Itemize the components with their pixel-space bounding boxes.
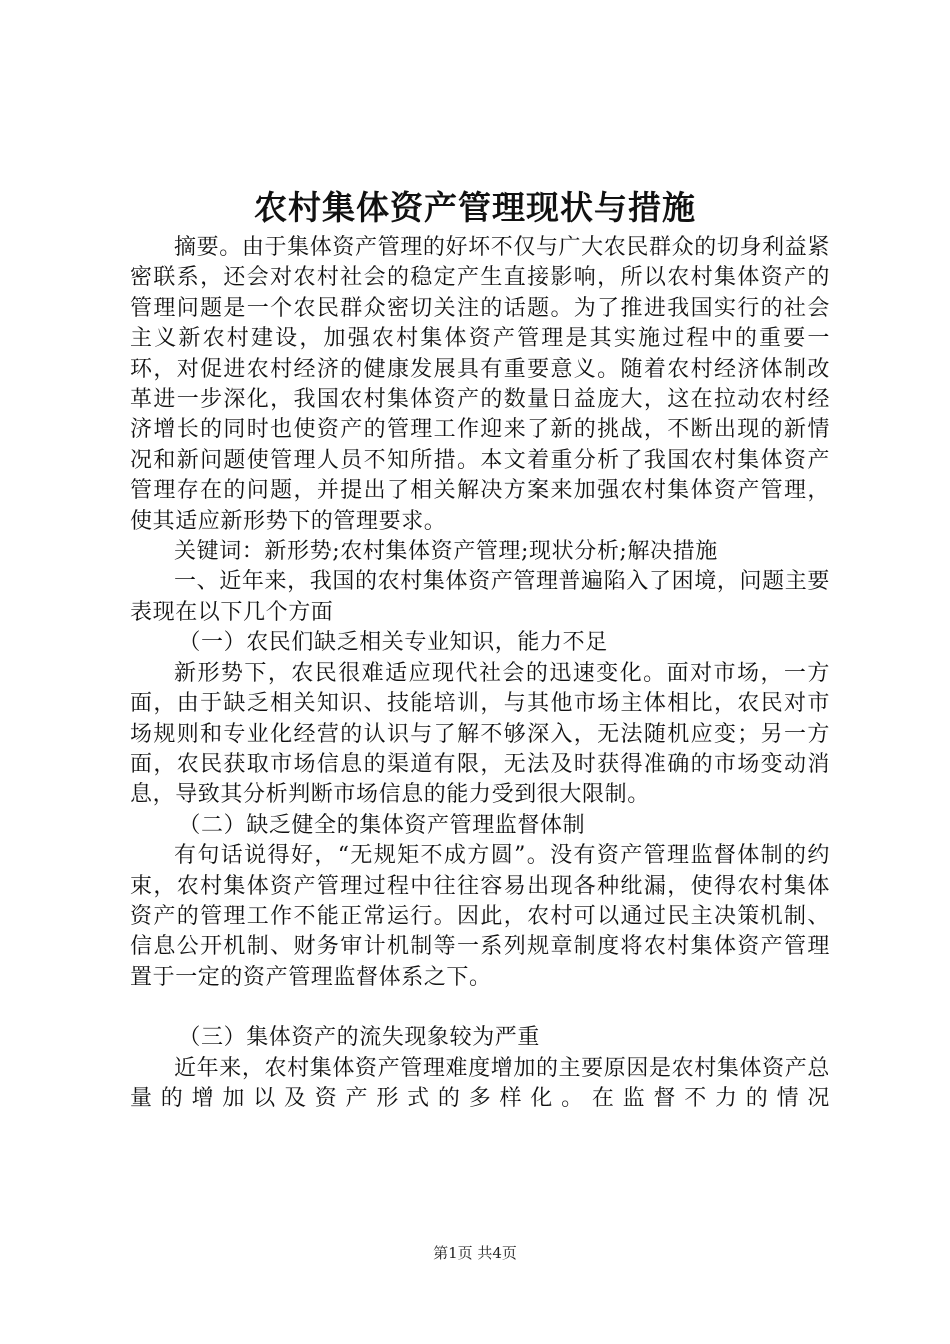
document-title: 农村集体资产管理现状与措施: [254, 188, 696, 227]
subsection-heading-2: （二）缺乏健全的集体资产管理监督体制: [178, 812, 586, 838]
page-footer: 第1页 共4页: [433, 1244, 517, 1262]
abstract-paragraph: 摘要。由于集体资产管理的好坏不仅与广大农民群众的切身利益紧密联系，还会对农村社会的稳定产生直接影响，所以农村集体资产的管理问题是一个农民群众密切关注的话题。为了推进我国实行的社会主义新农村建设，加强农村集体资产管理是其实施过程中的重要一环，对促进农村经济的健康发展具有重要意义。随着农村经济体制改革进一步深化，我国农村集体资产的数量日益庞大，这在拉动农村经济增长的同时也使资产的管理工作迎来了新的挑战，不断出现的新情况和新问题使管理人员不知所措。本文着重分析了我国农村集体资产管理存在的问题，并提出了相关解决方案来加强农村集体资产管理，使其适应新形势下的管理要求。: [130, 235, 830, 534]
body-paragraph-1: 新形势下，农民很难适应现代社会的迅速变化。面对市场，一方面，由于缺乏相关知识、技能培训，与其他市场主体相比，农民对市场规则和专业化经营的认识与了解不够深入，无法随机应变；另一方面，农民获取市场信息的渠道有限，无法及时获得准确的市场变动消息，导致其分析判断市场信息的能力受到很大限制。: [130, 660, 830, 808]
subsection-heading-1: （一）农民们缺乏相关专业知识，能力不足: [178, 630, 608, 656]
document-body: [130, 233, 830, 1114]
body-paragraph-3: 近年来，农村集体资产管理难度增加的主要原因是农村集体资产总量的增加以及资产形式的多样化。在监督不力的情况: [130, 1055, 830, 1111]
section-heading-1: 一、近年来，我国的农村集体资产管理普遍陷入了困境，问题主要表现在以下几个方面: [130, 569, 830, 625]
body-paragraph-2: 有句话说得好，“无规矩不成方圆”。没有资产管理监督体制的约束，农村集体资产管理过程中往往容易出现各种纰漏，使得农村集体资产的管理工作不能正常运行。因此，农村可以通过民主决策机制、信息公开机制、财务审计机制等一系列规章制度将农村集体资产管理置于一定的资产管理监督体系之下。: [130, 843, 830, 990]
subsection-heading-3: （三）集体资产的流失现象较为严重: [178, 1025, 540, 1051]
keywords-paragraph: 关键词：新形势;农村集体资产管理;现状分析;解决措施: [174, 539, 718, 565]
paragraph-gap: [130, 993, 830, 1023]
